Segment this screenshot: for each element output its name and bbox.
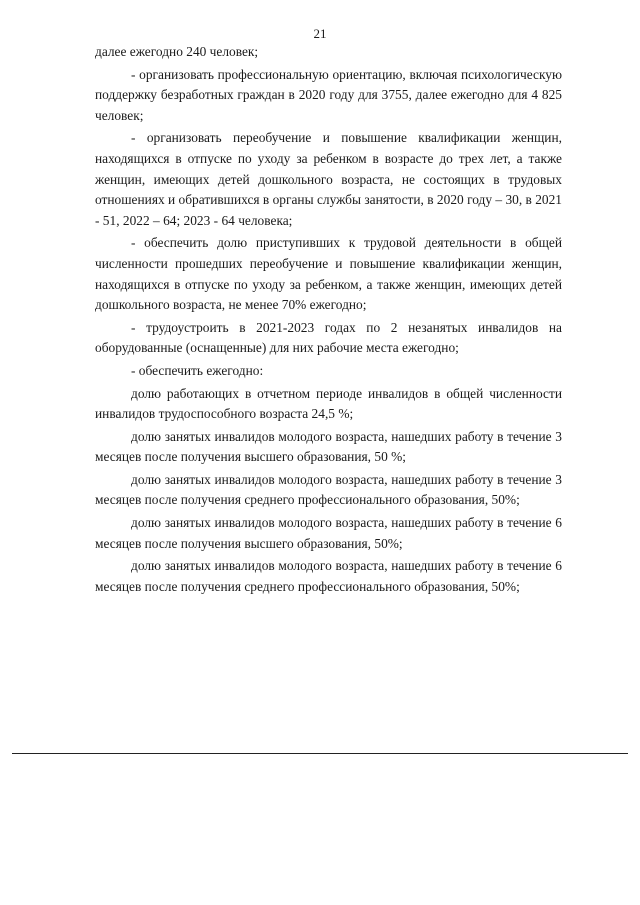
paragraph-young-disabled-vocational-6m: долю занятых инвалидов молодого возраста, нашедших работу в течение 6 месяцев после получения среднего профессионального образования, 50%;: [95, 558, 562, 594]
paragraph-employment-share: - обеспечить долю приступивших к трудовой деятельности в общей численности прошедших переобучение и повышение квалификации женщин, находящихся в отпуске по уходу за ребенком, а также женщин, имеющих детей дошкольного возраста, не менее 70% ежегодно;: [95, 235, 562, 313]
paragraph-disabled-workplaces: - трудоустроить в 2021-2023 годах по 2 незанятых инвалидов на оборудованные (оснащенные) для них рабочие места ежегодно;: [95, 319, 562, 356]
paragraph-young-disabled-vocational-3m: долю занятых инвалидов молодого возраста, нашедших работу в течение 3 месяцев после получения среднего профессионального образования, 50%;: [95, 471, 562, 508]
paragraph-career-guidance: - организовать профессиональную ориентацию, включая психологическую поддержку безработных граждан в 2020 году для 3755, далее ежегодно для 4 825 человек;: [95, 66, 562, 123]
paragraph-working-disabled-share: долю работающих в отчетном периоде инвалидов в общей численности инвалидов трудоспособного возраста 24,5 %;: [95, 385, 562, 422]
paragraph-young-disabled-higher-6m: долю занятых инвалидов молодого возраста, нашедших работу в течение 6 месяцев после получения высшего образования, 50%;: [95, 515, 562, 551]
document-body: [95, 42, 562, 599]
paragraph-young-disabled-higher-3m: долю занятых инвалидов молодого возраста, нашедших работу в течение 3 месяцев после получения высшего образования, 50 %;: [95, 428, 562, 465]
paragraph-continuation: далее ежегодно 240 человек;: [95, 44, 259, 59]
paragraph-women-retraining: - организовать переобучение и повышение квалификации женщин, находящихся в отпуске по уходу за ребенком в возрасте до трех лет, а также женщин, имеющих детей дошкольного возраста, не состоящих в трудовых отношениях и обратившихся в органы службы занятости, в 2020 году – 30, в 2021 - 51, 2022 – 64; 2023 - 64 человека;: [95, 130, 562, 228]
footer-divider: [12, 753, 628, 754]
paragraph-ensure-annually: - обеспечить ежегодно:: [131, 362, 264, 378]
page-number: 21: [313, 26, 327, 41]
